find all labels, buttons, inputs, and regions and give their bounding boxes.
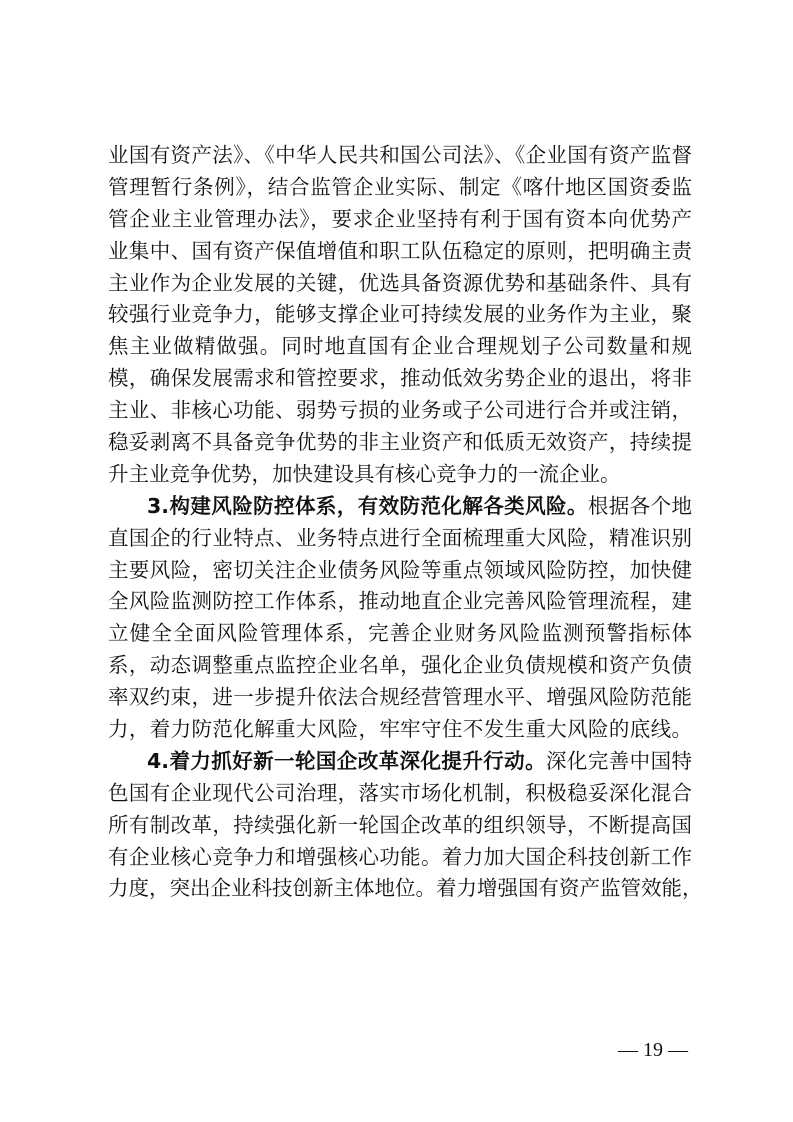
- text-line: 主要风险，密切关注企业债务风险等重点领域风险防控，加快健: [108, 557, 692, 582]
- text-line: 主业作为企业发展的关键，优选具备资源优势和基础条件、具有: [108, 270, 692, 295]
- section-3-first-line: [108, 491, 692, 523]
- text-line: 主业、非核心功能、弱势亏损的业务或子公司进行合并或注销，: [108, 398, 692, 423]
- text-line: 全风险监测防控工作体系，推动地直企业完善风险管理流程，建: [108, 589, 692, 614]
- text-line: 有企业核心竞争力和增强核心功能。着力加大国企科技创新工作: [108, 844, 692, 869]
- text-line: 稳妥剥离不具备竞争优势的非主业资产和低质无效资产，持续提: [108, 430, 692, 455]
- section-4-first-line: [108, 746, 692, 778]
- text-line: 力度，突出企业科技创新主体地位。着力增强国有资产监管效能，: [108, 876, 703, 901]
- page-number: — 19 —: [618, 1039, 688, 1061]
- text-line: 焦主业做精做强。同时地直国有企业合理规划子公司数量和规: [108, 334, 692, 359]
- section-4-heading: 4.着力抓好新一轮国企改革深化提升行动。: [147, 748, 546, 773]
- text-line: 升主业竞争优势，加快建设具有核心竞争力的一流企业。: [108, 461, 621, 486]
- section-4-first-line-text: 深化完善中国特: [545, 748, 692, 773]
- text-line: 较强行业竞争力，能够支撑企业可持续发展的业务作为主业，聚: [108, 302, 692, 327]
- section-3-heading: 3.构建风险防控体系，有效防范化解各类风险。: [147, 493, 588, 518]
- text-line: 系，动态调整重点监控企业名单，强化企业负债规模和资产负债: [108, 653, 692, 678]
- text-line: 直国企的行业特点、业务特点进行全面梳理重大风险，精准识别: [108, 525, 692, 550]
- text-line: 模，确保发展需求和管控要求，推动低效劣势企业的退出，将非: [108, 366, 692, 391]
- text-line: 业集中、国有资产保值增值和职工队伍稳定的原则，把明确主责: [108, 238, 692, 263]
- text-line: 业国有资产法》、《中华人民共和国公司法》、《企业国有资产监督: [108, 143, 692, 167]
- section-3-first-line-text: 根据各个地: [587, 493, 692, 518]
- text-line: 立健全全面风险管理体系，完善企业财务风险监测预警指标体: [108, 621, 692, 646]
- text-line: 所有制改革，持续强化新一轮国企改革的组织领导，不断提高国: [108, 812, 692, 837]
- text-line: 色国有企业现代公司治理，落实市场化机制，积极稳妥深化混合: [108, 780, 692, 805]
- text-line: 管企业主业管理办法》，要求企业坚持有利于国有资本向优势产: [108, 206, 692, 231]
- body-text: [108, 140, 703, 905]
- text-line: 管理暂行条例》，结合监管企业实际、制定《喀什地区国资委监: [108, 174, 692, 199]
- text-line: 力，着力防范化解重大风险，牢牢守住不发生重大风险的底线。: [108, 717, 692, 742]
- text-line: 率双约束，进一步提升依法合规经营管理水平、增强风险防范能: [108, 685, 692, 710]
